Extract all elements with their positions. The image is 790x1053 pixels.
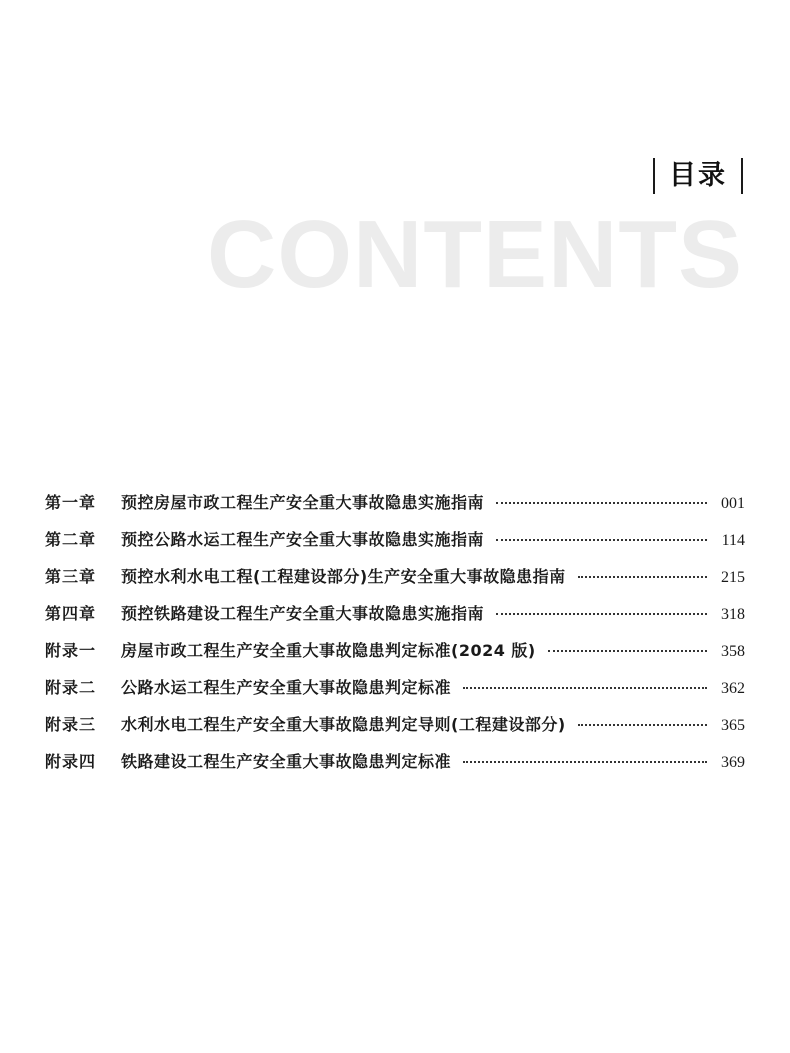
toc-chapter-label: 附录二 <box>45 678 97 697</box>
toc-chapter-label: 第四章 <box>45 604 97 623</box>
toc-page-number: 215 <box>721 569 745 586</box>
toc-entry[interactable] <box>45 601 745 638</box>
toc-dot-leader <box>496 502 707 504</box>
toc-entry-title: 公路水运工程生产安全重大事故隐患判定标准 <box>121 678 452 697</box>
toc-entry-title: 铁路建设工程生产安全重大事故隐患判定标准 <box>121 752 452 771</box>
toc-entry-title: 预控铁路建设工程生产安全重大事故隐患实施指南 <box>121 604 485 623</box>
toc-heading <box>653 158 743 194</box>
toc-entry-title: 水利水电工程生产安全重大事故隐患判定导则(工程建设部分) <box>121 715 566 734</box>
toc-chapter-label: 第三章 <box>45 567 97 586</box>
toc-chapter-label: 附录一 <box>45 641 97 660</box>
toc-chapter-label: 附录三 <box>45 715 97 734</box>
toc-chapter-label: 第一章 <box>45 493 97 512</box>
table-of-contents <box>45 490 745 786</box>
toc-entry[interactable] <box>45 749 745 786</box>
toc-page-number: 362 <box>721 680 745 697</box>
toc-entry[interactable] <box>45 638 745 675</box>
toc-entry-title: 房屋市政工程生产安全重大事故隐患判定标准(2024 版) <box>121 641 536 660</box>
contents-watermark: CONTENTS <box>207 201 743 308</box>
toc-page-number: 358 <box>721 643 745 660</box>
heading-right-bar <box>741 158 743 194</box>
toc-dot-leader <box>548 650 707 652</box>
toc-entry-title: 预控房屋市政工程生产安全重大事故隐患实施指南 <box>121 493 485 512</box>
toc-entry-title: 预控水利水电工程(工程建设部分)生产安全重大事故隐患指南 <box>121 567 566 586</box>
toc-entry[interactable] <box>45 527 745 564</box>
toc-dot-leader <box>463 687 707 689</box>
toc-dot-leader <box>578 576 707 578</box>
toc-chapter-label: 第二章 <box>45 530 97 549</box>
toc-entry[interactable] <box>45 564 745 601</box>
toc-chapter-label: 附录四 <box>45 752 97 771</box>
toc-page-number: 369 <box>721 754 745 771</box>
page-title: 目录 <box>669 160 727 191</box>
toc-entry[interactable] <box>45 675 745 712</box>
toc-entry[interactable] <box>45 712 745 749</box>
toc-dot-leader <box>463 761 707 763</box>
toc-page-number: 001 <box>721 495 745 512</box>
toc-entry-title: 预控公路水运工程生产安全重大事故隐患实施指南 <box>121 530 485 549</box>
toc-dot-leader <box>496 539 707 541</box>
toc-entry[interactable] <box>45 490 745 527</box>
toc-dot-leader <box>496 613 707 615</box>
toc-page-number: 318 <box>721 606 745 623</box>
toc-page-number: 365 <box>721 717 745 734</box>
toc-page-number: 114 <box>721 532 745 549</box>
toc-dot-leader <box>578 724 707 726</box>
